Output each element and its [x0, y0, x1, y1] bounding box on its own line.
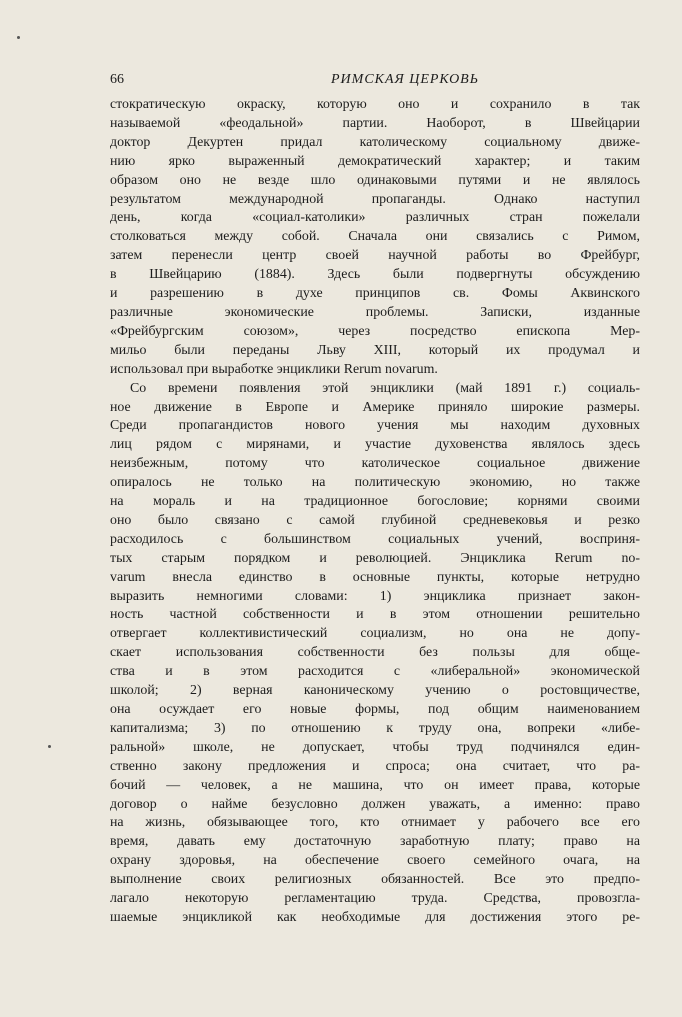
text-line: опиралось не только на политическую экономию, но также: [110, 475, 640, 491]
text-line: время, давать ему достаточную заработную плату; право на: [110, 834, 640, 850]
text-line: оно было связано с самой глубиной средневековья и резко: [110, 512, 640, 528]
text-line: на мораль и на традиционное богословие; корнями своими: [110, 494, 640, 510]
text-line: мильо были переданы Льву XIII, который их продумал и: [110, 342, 640, 358]
text-line: стократическую окраску, которую оно и сохранило в так: [110, 97, 640, 112]
text-line: Среди пропагандистов нового учения мы находим духовных: [110, 418, 640, 434]
speck: [48, 745, 51, 748]
text-line: тых старым порядком и революцией. Энциклика Rerum no-: [110, 550, 640, 566]
text-line: затем перенесли центр своей научной работы во Фрейбург,: [110, 248, 640, 264]
running-head: [110, 70, 640, 90]
text-line: ственно закону предложения и спроса; она считает, что ра-: [110, 758, 640, 774]
body-text: [110, 96, 640, 928]
paragraph: [110, 96, 640, 380]
text-line: выполнение своих религиозных обязанностей. Все это предпо-: [110, 872, 640, 888]
text-line: отвергает коллективистический социализм, но она не допу-: [110, 626, 640, 642]
text-line: ства и в этом расходится с «либеральной» экономической: [110, 664, 640, 680]
text-line: различные экономические проблемы. Записки, изданные: [110, 304, 640, 320]
running-title: РИМСКАЯ ЦЕРКОВЬ: [331, 72, 479, 87]
text-line: ное движение в Европе и Америке приняло широкие размеры.: [110, 399, 640, 415]
text-line: она осуждает его новые формы, под общим наименованием: [110, 702, 640, 717]
text-line: расходилось с большинством социальных учений, восприня-: [110, 531, 640, 547]
text-line: «Фрейбургским союзом», через посредство епископа Мер-: [110, 323, 640, 339]
text-line: неизбежным, потому что католическое социальное движение: [110, 456, 640, 472]
text-line: ность частной собственности и в этом отношении решительно: [110, 607, 640, 623]
text-line: бочий — человек, а не машина, что он имеет права, которые: [110, 777, 640, 793]
text-line: лагало некоторую регламентацию труда. Средства, провозгла-: [110, 891, 640, 907]
text-line: Со времени появления этой энциклики (май 1891 г.) социаль-: [130, 380, 640, 396]
text-line: результатом международной пропаганды. Однако наступил: [110, 191, 640, 207]
text-line: охрану здоровья, на обеспечение своего семейного очага, на: [110, 853, 640, 869]
text-line: ральной» школе, не допускает, чтобы труд подчинялся един-: [110, 739, 640, 755]
speck: [17, 36, 20, 39]
text-line: капитализма; 3) по отношению к труду она, вопреки «либе-: [110, 720, 640, 736]
text-line: нию ярко выраженный демократический характер; и таким: [110, 153, 640, 169]
text-line: в Швейцарию (1884). Здесь были подвергнуты обсуждению: [110, 267, 640, 283]
text-line: на жизнь, обязывающее того, кто отнимает у рабочего все его: [110, 815, 640, 831]
text-line: договор о найме безусловно должен уважать, а именно: право: [110, 796, 640, 812]
text-line: и разрешению в духе принципов св. Фомы Аквинского: [110, 286, 640, 302]
text-line: день, когда «социал-католики» различных стран пожелали: [110, 210, 640, 226]
text-line: varum внесла единство в основные пункты, которые нетрудно: [110, 569, 640, 585]
text-line: скает использования собственности без пользы для обще-: [110, 645, 640, 661]
page-number: 66: [110, 72, 124, 87]
text-line: использовал при выработке энциклики Rerum novarum.: [110, 361, 438, 377]
text-line: называемой «феодальной» партии. Наоборот, в Швейцарии: [110, 115, 640, 131]
text-line: образом оно не везде шло одинаковыми путями и не являлось: [110, 172, 640, 188]
paragraph: [110, 380, 640, 928]
text-line: доктор Декуртен придал католическому социальному движе-: [110, 134, 640, 150]
text-line: школой; 2) верная каноническому учению о ростовщичестве,: [110, 683, 640, 699]
text-line: лиц рядом с мирянами, и участие духовенства являлось здесь: [110, 437, 640, 453]
text-line: столковаться между собой. Сначала они связались с Римом,: [110, 229, 640, 245]
text-line: выразить немногими словами: 1) энциклика признает закон-: [110, 588, 640, 604]
text-line: шаемые энцикликой как необходимые для достижения этого ре-: [110, 909, 640, 925]
